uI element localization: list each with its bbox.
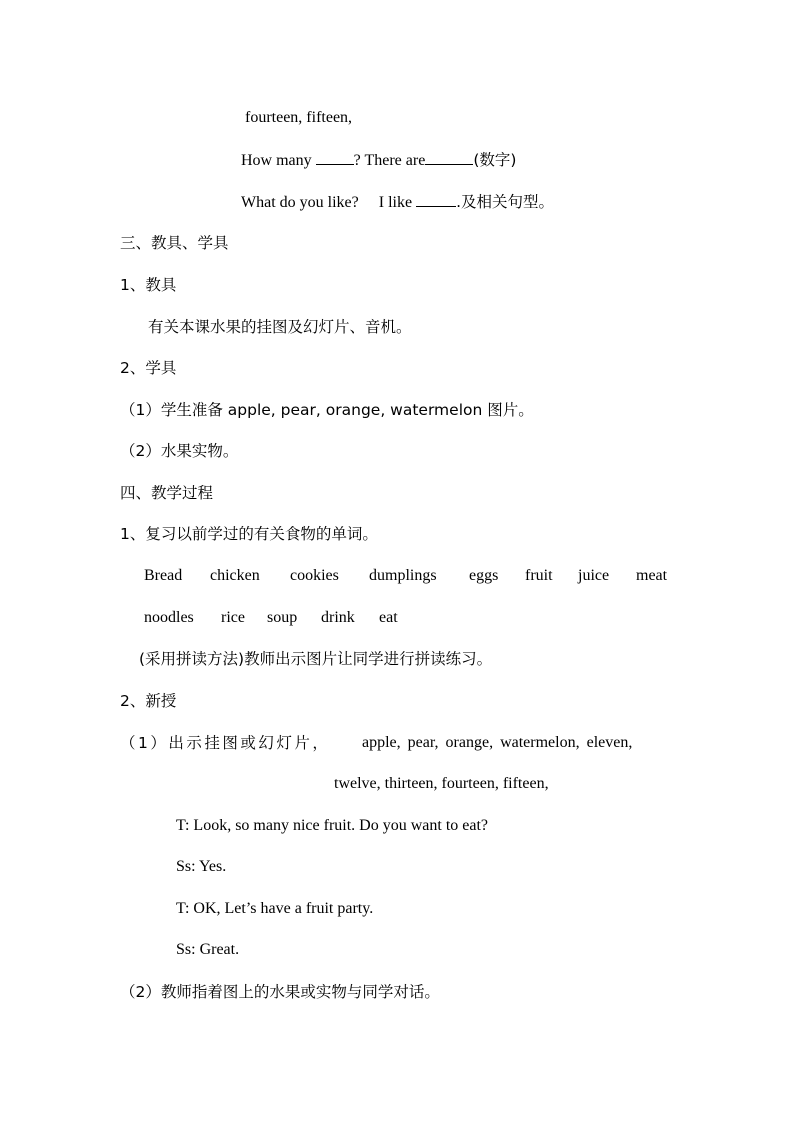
step-2-item-2: （2）教师指着图上的水果或实物与同学对话。 [120, 983, 440, 1001]
blank-line [425, 150, 473, 165]
number-hint-text: (数字) [473, 151, 517, 169]
dialogue-line-1: T: Look, so many nice fruit. Do you want to eat? [176, 817, 489, 834]
what-do-you-like-line [241, 192, 554, 212]
show-pictures-text: （1）出示挂图或幻灯片， [120, 734, 331, 752]
blank-line [416, 192, 456, 207]
related-sentences-text: .及相关句型。 [456, 193, 554, 211]
food-word: drink [321, 609, 355, 626]
food-word: meat [636, 567, 668, 584]
numbers-line [245, 108, 352, 128]
how-many-text: How many [241, 152, 316, 169]
food-word: dumplings [369, 567, 437, 584]
numbers-text: fourteen, fifteen, [245, 109, 353, 126]
food-word: rice [221, 609, 245, 626]
vocab-line-1: apple, pear, orange, watermelon, eleven, [362, 734, 633, 751]
step-2-item-1 [120, 733, 330, 753]
food-word: eggs [469, 567, 499, 584]
food-word: soup [267, 609, 298, 626]
teacher-aids-text: 有关本课水果的挂图及幻灯片、音机。 [148, 318, 412, 336]
dialogue-line-3: T: OK, Let’s have a fruit party. [176, 900, 374, 917]
vocab-line-2: twelve, thirteen, fourteen, fifteen, [334, 775, 549, 792]
student-aids-item-2: （2）水果实物。 [120, 442, 239, 460]
food-word: Bread [144, 567, 183, 584]
food-word: fruit [525, 567, 553, 584]
subheading-teacher-aids: 1、教具 [120, 276, 177, 294]
what-like-text: What do you like? I like [241, 194, 417, 211]
dialogue-line-2: Ss: Yes. [176, 858, 227, 875]
food-word: noodles [144, 609, 194, 626]
blank-line [316, 150, 354, 165]
food-word: cookies [290, 567, 339, 584]
food-word: juice [578, 567, 610, 584]
spelling-method-note: (采用拼读方法)教师出示图片让同学进行拼读练习。 [139, 650, 493, 668]
section-heading-teaching-process: 四、教学过程 [120, 484, 214, 502]
step-2-new-lesson: 2、新授 [120, 692, 177, 710]
there-are-text: ? There are [353, 152, 426, 169]
dialogue-line-4: Ss: Great. [176, 941, 240, 958]
how-many-line [241, 150, 516, 170]
food-word: eat [379, 609, 398, 626]
step-1-review: 1、复习以前学过的有关食物的单词。 [120, 525, 378, 543]
student-aids-item-1: （1）学生准备 apple, pear, orange, watermelon 图片。 [120, 401, 534, 419]
food-word: chicken [210, 567, 260, 584]
subheading-student-aids: 2、学具 [120, 359, 177, 377]
section-heading-teaching-aids: 三、教具、学具 [120, 234, 229, 252]
